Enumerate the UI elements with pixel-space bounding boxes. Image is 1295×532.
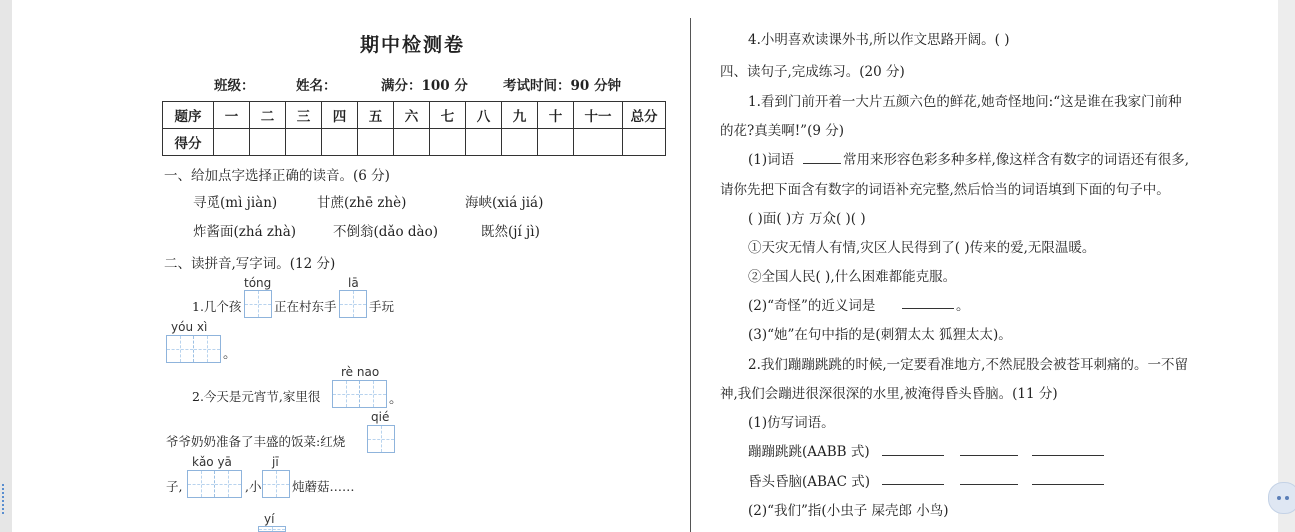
aabb-label: 蹦蹦跳跳(AABB 式) bbox=[748, 444, 870, 460]
score-cell bbox=[214, 129, 250, 156]
answer-blank[interactable] bbox=[960, 484, 1018, 485]
chat-assistant-button[interactable] bbox=[1268, 482, 1295, 514]
q1-item: 海峡(xiá jiá) bbox=[465, 195, 544, 211]
answer-blank[interactable] bbox=[960, 455, 1018, 456]
table-cell: 四 bbox=[322, 102, 358, 129]
table-cell: 二 bbox=[250, 102, 286, 129]
table-cell: 三 bbox=[286, 102, 322, 129]
q1-item: 寻觅(mì jiàn) bbox=[193, 195, 278, 211]
p2-sub2: (2)“我们”指(小虫子 屎壳郎 小鸟) bbox=[748, 503, 949, 519]
writing-grid[interactable] bbox=[166, 335, 221, 363]
section4-heading: 四、读句子,完成练习。(20 分) bbox=[720, 64, 905, 80]
sub2-text: (2)“奇怪”的近义词是 bbox=[748, 298, 876, 314]
table-cell: 五 bbox=[358, 102, 394, 129]
writing-grid[interactable] bbox=[262, 470, 290, 498]
score-cell bbox=[430, 129, 466, 156]
passage2-line1: 2.我们蹦蹦跳跳的时候,一定要看准地方,不然屁股会被苍耳刺痛的。一不留 bbox=[748, 357, 1188, 373]
page-title: 期中检测卷 bbox=[360, 34, 466, 56]
page-edge-marker bbox=[2, 484, 7, 514]
score-cell bbox=[322, 129, 358, 156]
writing-grid[interactable] bbox=[258, 526, 286, 532]
answer-blank[interactable] bbox=[902, 308, 954, 309]
score-cell bbox=[538, 129, 574, 156]
sentence-text: ,小 bbox=[245, 479, 262, 494]
pinyin: lā bbox=[348, 276, 359, 290]
sentence-text: 。 bbox=[223, 346, 237, 362]
sentence-text: 2.今天是元宵节,家里很 bbox=[192, 389, 321, 404]
full-score: 满分：100 分 bbox=[381, 78, 468, 94]
pinyin: qié bbox=[371, 410, 390, 424]
passage2-line2: 神,我们会蹦进很深很深的水里,被淹得昏头昏脑。(11 分) bbox=[720, 386, 1058, 402]
class-label: 班级： bbox=[214, 78, 255, 94]
score-table bbox=[162, 101, 666, 156]
table-cell: 六 bbox=[394, 102, 430, 129]
table-cell: 总分 bbox=[623, 102, 666, 129]
fill-sentence-1: ①天灾无情人有情,灾区人民得到了( )传来的爱,无限温暖。 bbox=[748, 240, 1096, 256]
q1-item: 炸酱面(zhá zhà) bbox=[193, 224, 297, 240]
pinyin: jī bbox=[272, 455, 279, 469]
fill-sentence-2: ②全国人民( ),什么困难都能克服。 bbox=[748, 269, 957, 285]
table-cell: 九 bbox=[502, 102, 538, 129]
table-cell: 十一 bbox=[574, 102, 623, 129]
score-cell bbox=[394, 129, 430, 156]
answer-blank[interactable] bbox=[803, 163, 841, 164]
writing-grid[interactable] bbox=[244, 290, 272, 318]
table-cell: 得分 bbox=[163, 129, 214, 156]
pinyin: kǎo yā bbox=[192, 455, 232, 469]
sub3-text: (3)“她”在句中指的是(刺猬太太 狐狸太太)。 bbox=[748, 327, 1012, 343]
score-cell bbox=[358, 129, 394, 156]
table-cell: 一 bbox=[214, 102, 250, 129]
score-table-header-row bbox=[163, 102, 666, 129]
q1-item: 既然(jí jì) bbox=[481, 224, 540, 240]
q2-heading: 二、读拼音,写字词。(12 分) bbox=[164, 256, 336, 272]
pinyin: yí bbox=[264, 512, 275, 526]
table-cell: 题序 bbox=[163, 102, 214, 129]
judge-item-4: 4.小明喜欢读课外书,所以作文思路开阔。( ) bbox=[748, 32, 1010, 48]
q1-item: 不倒翁(dǎo dào) bbox=[333, 224, 438, 240]
writing-grid[interactable] bbox=[367, 425, 395, 453]
table-cell: 十 bbox=[538, 102, 574, 129]
score-cell bbox=[623, 129, 666, 156]
answer-blank[interactable] bbox=[882, 484, 944, 485]
viewer-margin-right bbox=[1278, 0, 1295, 532]
score-cell bbox=[286, 129, 322, 156]
sentence-text: 正在村东手 bbox=[274, 299, 337, 314]
score-cell bbox=[466, 129, 502, 156]
score-cell bbox=[250, 129, 286, 156]
sub1-text: 常用来形容色彩多种多样,像这样含有数字的词语还有很多, bbox=[843, 152, 1190, 168]
sub2-end: 。 bbox=[956, 298, 970, 314]
score-cell bbox=[502, 129, 538, 156]
score-cell bbox=[574, 129, 623, 156]
pinyin: yóu xì bbox=[171, 320, 208, 334]
answer-blank[interactable] bbox=[1032, 455, 1104, 456]
name-label: 姓名： bbox=[296, 78, 337, 94]
chat-dots-icon bbox=[1277, 496, 1281, 500]
sub1-line2: 请你先把下面含有数字的词语补充完整,然后恰当的词语填到下面的句子中。 bbox=[720, 182, 1170, 198]
sentence-text: 。 bbox=[389, 391, 403, 407]
writing-grid[interactable] bbox=[339, 290, 367, 318]
table-cell: 七 bbox=[430, 102, 466, 129]
answer-blank[interactable] bbox=[882, 455, 944, 456]
viewer-margin-left bbox=[0, 0, 12, 532]
q1-item: 甘蔗(zhē zhè) bbox=[317, 195, 407, 211]
pinyin: rè nao bbox=[341, 365, 380, 379]
sentence-text: 炖蘑菇…… bbox=[292, 479, 355, 494]
abac-label: 昏头昏脑(ABAC 式) bbox=[748, 474, 871, 490]
writing-grid[interactable] bbox=[332, 380, 387, 408]
chat-dots-icon bbox=[1285, 496, 1289, 500]
sentence-text: 手玩 bbox=[369, 299, 395, 314]
passage1-line1: 1.看到门前开着一大片五颜六色的鲜花,她奇怪地问:“这是谁在我家门前种 bbox=[748, 94, 1182, 110]
passage1-line2: 的花?真美啊!”(9 分) bbox=[720, 123, 844, 139]
fill-words: ( )面( )方 万众( )( ) bbox=[748, 211, 866, 227]
p2-sub1: (1)仿写词语。 bbox=[748, 415, 835, 431]
column-divider bbox=[690, 18, 691, 532]
score-table-score-row bbox=[163, 129, 666, 156]
pinyin: tóng bbox=[244, 276, 272, 290]
writing-grid[interactable] bbox=[187, 470, 242, 498]
sentence-text: 1.几个孩 bbox=[192, 299, 242, 314]
sentence-text: 子, bbox=[166, 479, 183, 494]
sentence-text: 爷爷奶奶准备了丰盛的饭菜:红烧 bbox=[166, 434, 346, 449]
table-cell: 八 bbox=[466, 102, 502, 129]
answer-blank[interactable] bbox=[1032, 484, 1104, 485]
exam-time: 考试时间：90 分钟 bbox=[503, 78, 621, 94]
q1-heading: 一、给加点字选择正确的读音。(6 分) bbox=[164, 168, 390, 184]
sub1-prefix: (1)词语 bbox=[748, 152, 795, 168]
